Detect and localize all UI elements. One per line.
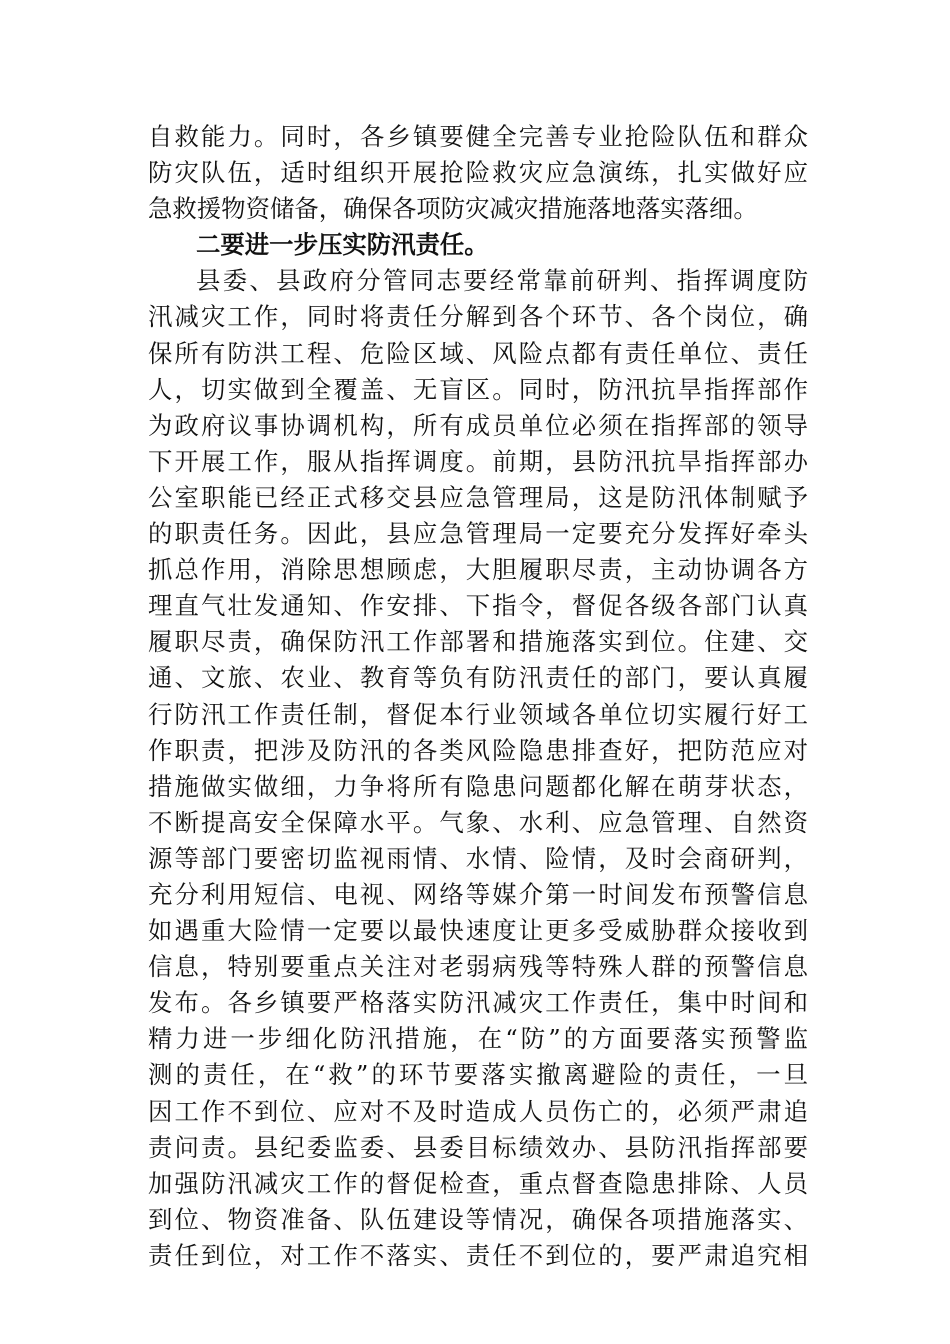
text-line: 急救援物资储备，确保各项防灾减灾措施落地落实落细。 [148, 194, 758, 224]
text-line: 发布。各乡镇要严格落实防汛减灾工作责任，集中时间和 [148, 988, 808, 1018]
text-line: 人，切实做到全覆盖、无盲区。同时，防汛抗旱指挥部作 [148, 374, 808, 404]
text-line: 因工作不到位、应对不及时造成人员伤亡的，必须严肃追 [148, 1096, 808, 1126]
text-line: 精力进一步细化防汛措施，在“防”的方面要落实预警监 [148, 1024, 808, 1054]
text-line: 通、文旅、农业、教育等负有防汛责任的部门，要认真履 [148, 663, 808, 693]
text-line: 理直气壮发通知、作安排、下指令，督促各级各部门认真 [148, 591, 808, 621]
text-line: 自救能力。同时，各乡镇要健全完善专业抢险队伍和群众 [148, 122, 808, 151]
text-line: 不断提高安全保障水平。气象、水利、应急管理、自然资 [148, 807, 808, 837]
text-line: 防灾队伍，适时组织开展抢险救灾应急演练，扎实做好应 [148, 158, 808, 188]
text-line: 保所有防洪工程、危险区域、风险点都有责任单位、责任 [148, 338, 808, 368]
text-line: 下开展工作，服从指挥调度。前期，县防汛抗旱指挥部办 [148, 446, 808, 476]
text-line: 汛减灾工作，同时将责任分解到各个环节、各个岗位，确 [148, 302, 808, 332]
text-line: 为政府议事协调机构，所有成员单位必须在指挥部的领导 [148, 410, 808, 440]
text-line: 责问责。县纪委监委、县委目标绩效办、县防汛指挥部要 [148, 1132, 808, 1162]
text-line: 源等部门要密切监视雨情、水情、险情，及时会商研判， [148, 843, 808, 873]
text-line: 测的责任，在“救”的环节要落实撤离避险的责任，一旦 [148, 1060, 808, 1090]
section-heading: 二要进一步压实防汛责任。 [196, 230, 489, 260]
text-line: 履职尽责，确保防汛工作部署和措施落实到位。住建、交 [148, 627, 808, 657]
text-line: 信息，特别要重点关注对老弱病残等特殊人群的预警信息 [148, 952, 808, 982]
text-line: 公室职能已经正式移交县应急管理局，这是防汛体制赋予 [148, 482, 808, 512]
text-line: 措施做实做细，力争将所有隐患问题都化解在萌芽状态， [148, 771, 808, 801]
text-line: 的职责任务。因此，县应急管理局一定要充分发挥好牵头 [148, 519, 808, 549]
text-line: 加强防汛减灾工作的督促检查，重点督查隐患排除、人员 [148, 1168, 808, 1198]
document-body [148, 119, 808, 1274]
text-line: 县委、县政府分管同志要经常靠前研判、指挥调度防 [196, 266, 808, 296]
text-line: 作职责，把涉及防汛的各类风险隐患排查好，把防范应对 [148, 735, 808, 765]
text-line: 抓总作用，消除思想顾虑，大胆履职尽责，主动协调各方 [148, 555, 808, 585]
text-line: 如遇重大险情一定要以最快速度让更多受威胁群众接收到 [148, 916, 808, 946]
text-line: 行防汛工作责任制，督促本行业领域各单位切实履行好工 [148, 699, 808, 729]
text-line: 到位、物资准备、队伍建设等情况，确保各项措施落实、 [148, 1204, 808, 1234]
text-line: 充分利用短信、电视、网络等媒介第一时间发布预警信息 [148, 879, 808, 909]
text-line: 责任到位，对工作不落实、责任不到位的，要严肃追究相 [148, 1240, 808, 1270]
